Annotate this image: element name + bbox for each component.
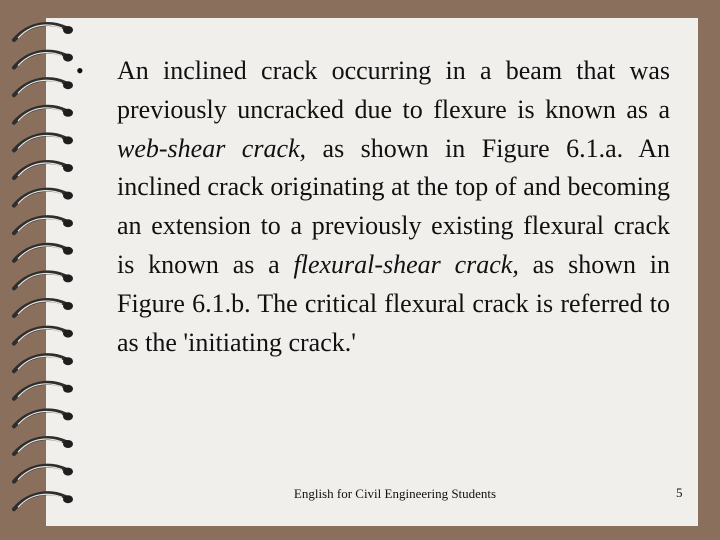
body-text-2: web-shear crack, [117,133,307,163]
ring-hole [63,412,73,420]
ring-hole [63,302,73,310]
footer-title: English for Civil Engineering Students [293,486,497,501]
ring-highlight [18,163,62,176]
ring-highlight [18,246,62,259]
ring-highlight [18,218,62,231]
ring-highlight [18,439,62,452]
ring-hole [63,136,73,144]
ring-hole [63,81,73,89]
ring-highlight [18,494,62,507]
ring-hole [63,247,73,255]
ring-highlight [18,25,62,38]
ring-hole [63,385,73,393]
ring-hole [63,495,73,503]
ring-highlight [18,356,62,369]
ring-highlight [18,301,62,314]
ring-hole [63,109,73,117]
body-paragraph [117,52,670,362]
slide-body [76,52,670,362]
ring-highlight [18,135,62,148]
ring-highlight [18,273,62,286]
ring-highlight [18,108,62,121]
ring-hole [63,26,73,34]
ring-hole [63,164,73,172]
ring-hole [63,274,73,282]
ring-highlight [18,384,62,397]
ring-hole [63,468,73,476]
ring-highlight [18,80,62,93]
body-text-1: An inclined crack occurring in a beam that was previously uncracked due to flexure is known as a [117,56,670,124]
page-number: 5 [676,485,683,500]
ring-hole [63,219,73,227]
ring-hole [63,192,73,200]
ring-hole [63,54,73,62]
ring-highlight [18,53,62,66]
body-text-5: as shown in Figure 6.1.b. The critical flexural crack is referred to as the 'initiating crack.' [117,249,670,357]
ring-hole [63,357,73,365]
body-text-3: as shown in Figure 6.1.a. An inclined crack originating at the top of and becoming an extension to a previously existing flexural crack is known as a [117,133,670,279]
ring-hole [63,330,73,338]
ring-highlight [18,411,62,424]
ring-highlight [18,467,62,480]
ring-highlight [18,329,62,342]
body-text-4: flexural-shear crack, [293,249,519,279]
ring-highlight [18,191,62,204]
bullet-icon: • [76,58,84,83]
ring-hole [63,440,73,448]
